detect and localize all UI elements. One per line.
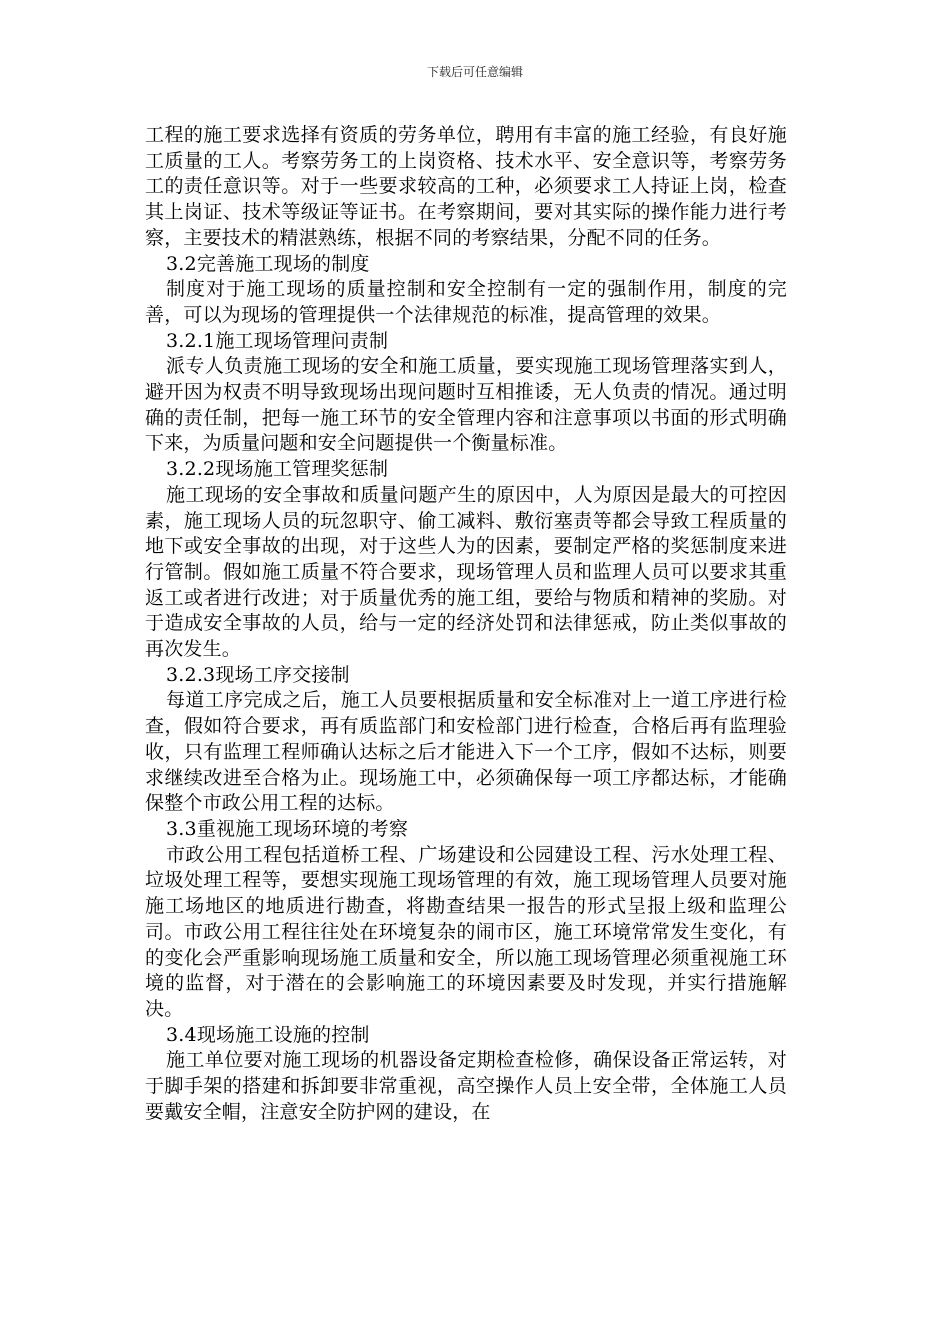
paragraph: 制度对于施工现场的质量控制和安全控制有一定的强制作用，制度的完善，可以为现场的管理提供一个法律规范的标准，提高管理的效果。 [145, 278, 787, 326]
section-heading-3-2-3: 3.2.3现场工序交接制 [166, 663, 350, 686]
section-heading-3-2-1: 3.2.1施工现场管理问责制 [166, 329, 389, 352]
page-header: 下载后可任意编辑 [426, 65, 523, 79]
paragraph: 派专人负责施工现场的安全和施工质量，要实现施工现场管理落实到人，避开因为权责不明导致现场出现问题时互相推诿，无人负责的情况。通过明确的责任制，把每一施工环节的安全管理内容和注意事项以书面的形式明确下来，为质量问题和安全问题提供一个衡量标准。 [145, 355, 787, 455]
paragraph: 施工现场的安全事故和质量问题产生的原因中，人为原因是最大的可控因素，施工现场人员的玩忽职守、偷工减料、敷衍塞责等都会导致工程质量的地下或安全事故的出现，对于这些人为的因素，要制定严格的奖惩制度来进行管制。假如施工质量不符合要求，现场管理人员和监理人员可以要求其重返工或者进行改进；对于质量优秀的施工组，要给与物质和精神的奖励。对于造成安全事故的人员，给与一定的经济处罚和法律惩戒，防止类似事故的再次发生。 [145, 483, 787, 661]
section-heading-3-2: 3.2完善施工现场的制度 [166, 252, 370, 275]
paragraph: 市政公用工程包括道桥工程、广场建设和公园建设工程、污水处理工程、垃圾处理工程等，要想实现施工现场管理的有效，施工现场管理人员要对施施工场地区的地质进行勘查，将勘查结果一报告的形式呈报上级和监理公司。市政公用工程往往处在环境复杂的闹市区，施工环境常常发生变化，有的变化会严重影响现场施工质量和安全，所以施工现场管理必须重视施工环境的监督，对于潜在的会影响施工的环境因素要及时发现，并实行措施解决。 [145, 843, 787, 1020]
paragraph-continued: 工程的施工要求选择有资质的劳务单位，聘用有丰富的施工经验，有良好施工质量的工人。考察劳务工的上岗资格、技术水平、安全意识等，考察劳务工的责任意识等。对于一些要求较高的工种，必须要求工人持证上岗，检查其上岗证、技术等级证等证书。在考察期间，要对其实际的操作能力进行考察，主要技术的精湛熟练，根据不同的考察结果，分配不同的任务。 [145, 124, 787, 249]
section-heading-3-2-2: 3.2.2现场施工管理奖惩制 [166, 458, 389, 481]
paragraph: 施工单位要对施工现场的机器设备定期检查检修，确保设备正常运转，对于脚手架的搭建和拆卸要非常重视，高空操作人员上安全带，全体施工人员要戴安全帽，注意安全防护网的建设，在 [145, 1049, 787, 1123]
section-heading-3-3: 3.3重视施工现场环境的考察 [166, 817, 409, 840]
document-body [145, 123, 787, 1125]
paragraph: 每道工序完成之后，施工人员要根据质量和安全标准对上一道工序进行检查，假如符合要求，再有质监部门和安检部门进行检查，合格后再有监理验收，只有监理工程师确认达标之后才能进入下一个工序，假如不达标，则要求继续改进至合格为止。现场施工中，必须确保每一项工序都达标，才能确保整个市政公用工程的达标。 [145, 689, 787, 815]
section-heading-3-4: 3.4现场施工设施的控制 [166, 1023, 370, 1046]
